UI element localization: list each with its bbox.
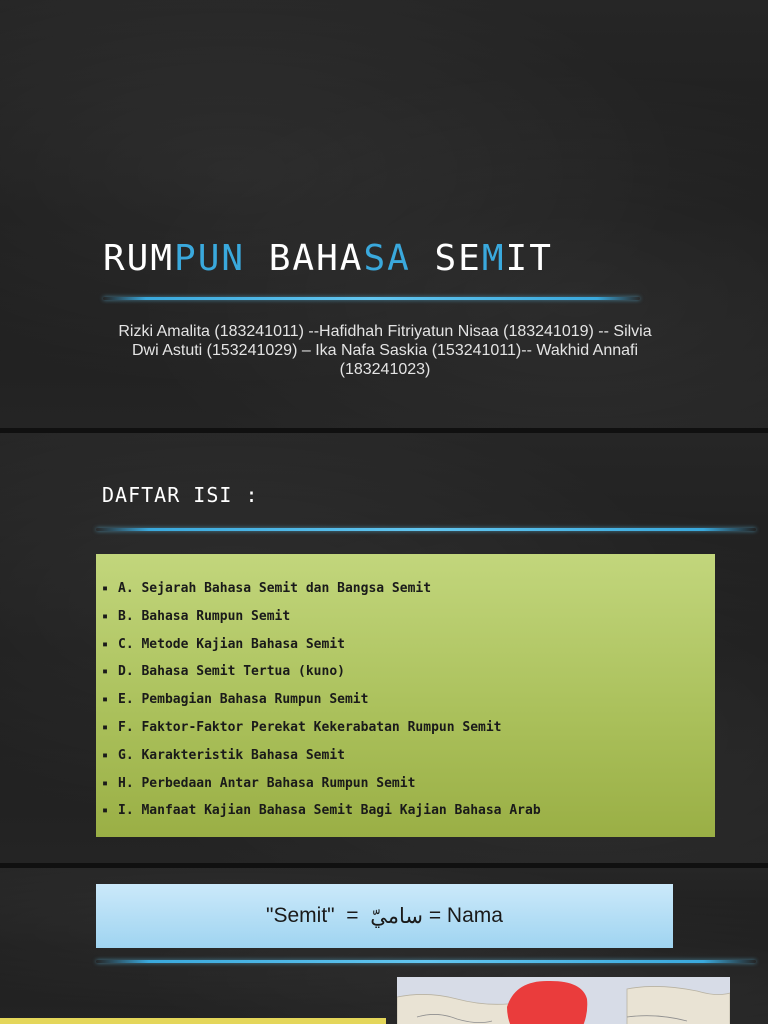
definition-term: "Semit" (266, 904, 335, 927)
toc-item-label: A. Sejarah Bahasa Semit dan Bangsa Semit (118, 581, 432, 596)
toc-list (96, 554, 715, 826)
toc-item (96, 632, 715, 660)
authors-subtitle: Rizki Amalita (183241011) --Hafidhah Fitriyatun Nisaa (183241019) -- Silvia Dwi Astuti (153241029) – Ika Nafa Saskia (153241011)-- Wakhid Annafi (183241023) (118, 323, 652, 378)
map-illustration (397, 977, 730, 1024)
bullet-icon: ▪ (102, 749, 109, 761)
definition-box (96, 884, 673, 948)
toc-item-label: C. Metode Kajian Bahasa Semit (118, 636, 345, 652)
bullet-icon: ▪ (102, 777, 109, 789)
toc-item-label: H. Perbedaan Antar Bahasa Rumpun Semit (118, 775, 416, 791)
bullet-icon: ▪ (102, 805, 109, 817)
title-segment-highlight: SA (363, 238, 411, 279)
definition-equals: = (346, 904, 359, 927)
toc-box (96, 554, 715, 837)
definition-meaning: = Nama (428, 904, 503, 927)
title-segment-highlight: PUN (174, 238, 246, 279)
toc-item (96, 604, 715, 632)
bullet-icon: ▪ (102, 694, 109, 706)
toc-item-label: F. Faktor-Faktor Perekat Kekerabatan Rumpun Semit (118, 719, 502, 735)
toc-underline-divider (96, 528, 756, 531)
bullet-icon: ▪ (102, 638, 109, 650)
toc-item (96, 659, 715, 687)
toc-item (96, 715, 715, 743)
toc-item (96, 687, 715, 715)
definition-slide (0, 868, 768, 1024)
definition-arabic-word: ساميّ (370, 904, 423, 928)
definition-underline-divider (96, 960, 756, 963)
toc-item-label: B. Bahasa Rumpun Semit (118, 608, 291, 624)
toc-item-label: G. Karakteristik Bahasa Semit (118, 747, 345, 763)
title-segment-highlight: M (481, 238, 506, 279)
bullet-icon: ▪ (102, 583, 109, 594)
toc-heading: DAFTAR ISI : (102, 483, 259, 507)
toc-item (96, 743, 715, 771)
title-segment: SE (410, 238, 482, 279)
title-segment: BAHA (245, 238, 364, 279)
toc-item-label: D. Bahasa Semit Tertua (kuno) (118, 664, 345, 680)
table-of-contents-slide (0, 433, 768, 863)
title-underline-divider (103, 297, 640, 300)
toc-item (96, 576, 715, 604)
bullet-icon: ▪ (102, 610, 109, 622)
title-segment: RUM (103, 238, 175, 279)
bullet-icon: ▪ (102, 721, 109, 733)
yellow-content-box (0, 1018, 386, 1024)
title-segment: IT (505, 238, 553, 279)
presentation-title (103, 238, 553, 279)
toc-item (96, 771, 715, 799)
toc-item-label: I. Manfaat Kajian Bahasa Semit Bagi Kajian Bahasa Arab (118, 803, 541, 819)
region-map-image (397, 977, 730, 1024)
title-slide (0, 0, 768, 428)
toc-item-label: E. Pembagian Bahasa Rumpun Semit (118, 692, 369, 708)
toc-item (96, 798, 715, 826)
bullet-icon: ▪ (102, 666, 109, 678)
